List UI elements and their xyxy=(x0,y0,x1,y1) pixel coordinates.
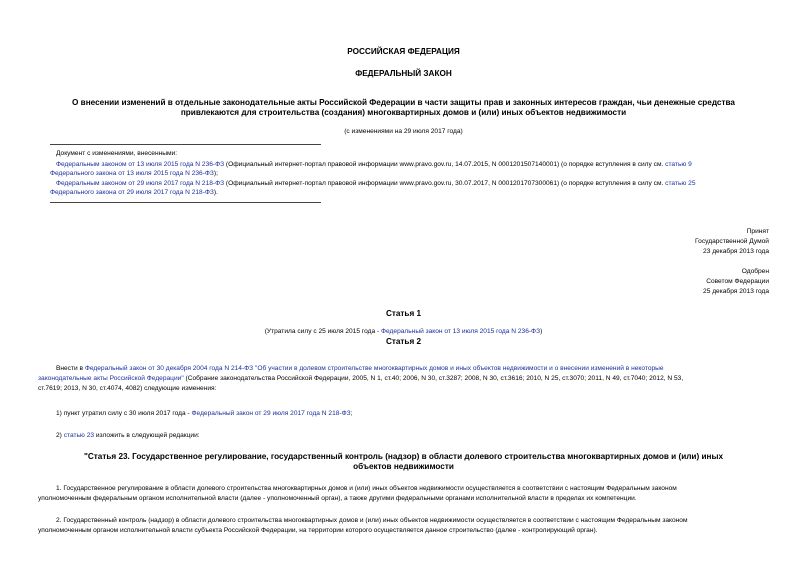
accepted-date: 23 декабря 2013 года xyxy=(703,248,769,255)
article-23-p1-line1: 1. Государственное регулирование в области долевого строительства многоквартирных домов и (или) иных объектов недвижимости осуществляется в соответствии с настоящим Федеральным законом xyxy=(56,485,677,492)
article-1-note xyxy=(0,327,807,337)
article-2-intro-line3: ст.7619; 2013, N 30, ст.4074, 4082) следующие изменения: xyxy=(38,385,217,392)
revision-note: (с изменениями на 29 июля 2017 года) xyxy=(344,128,463,135)
change-item-1-cont xyxy=(50,169,218,179)
article-1-note-link[interactable]: Федеральный закон от 13 июля 2015 года N 236-ФЗ xyxy=(381,328,541,335)
article-2-intro-line1 xyxy=(56,364,768,374)
law-title-line1: О внесении изменений в отдельные законодательные акты Российской Федерации в части защиты прав и законных интересов граждан, чьи денежные средства xyxy=(72,98,735,107)
law-214-link-cont[interactable]: законодательные акты Российской Федерации" xyxy=(38,375,184,382)
approved-label: Одобрен xyxy=(741,268,769,275)
item-1-law-link[interactable]: Федеральный закон от 29 июля 2017 года N 218-ФЗ xyxy=(191,410,351,417)
country-heading: РОССИЙСКАЯ ФЕДЕРАЦИЯ xyxy=(347,47,460,56)
change-2-law-link[interactable]: Федеральным законом от 29 июля 2017 года N 218-ФЗ xyxy=(56,180,225,187)
change-item-2-cont xyxy=(50,188,218,198)
doc-type-heading: ФЕДЕРАЛЬНЫЙ ЗАКОН xyxy=(355,69,452,78)
article-1-heading: Статья 1 xyxy=(385,309,422,318)
changes-heading: Документ с изменениями, внесенными: xyxy=(56,150,178,157)
change-1-article-link[interactable]: статью 9 xyxy=(665,161,692,168)
article-23-heading-line2: объектов недвижимости xyxy=(353,462,454,471)
article-2-heading: Статья 2 xyxy=(385,337,422,346)
law-title-line2: привлекаются для строительства (создания) многоквартирных домов и (или) иных объектов недвижимости xyxy=(180,108,627,117)
change-1-text: (Официальный интернет-портал правовой информации www.pravo.gov.ru, 14.07.2015, N 0001201507140001) (о порядке вступления в силу см. xyxy=(224,161,666,168)
law-214-link[interactable]: Федеральный закон от 30 декабря 2004 года N 214-ФЗ "Об участии в долевом строительстве многоквартирных домов и иных объектов недвижимости и о внесении изменений в некоторые xyxy=(84,365,664,372)
article-23-p1-line2: уполномоченным федеральным органом исполнительной власти (далее - уполномоченный орган), а также другими федеральными органами исполнительной власти в пределах их компетенции. xyxy=(38,495,637,502)
article-2-intro-sources: (Собрание законодательства Российской Федерации, 2005, N 1, ст.40; 2006, N 30, ст.3287; 2008, N 30, ст.3616; 2010, N 25, ст.3070; 2011, N 49, ст.7040; 2012, N 53, xyxy=(183,375,684,382)
change-2-tail: ). xyxy=(213,189,218,196)
article-23-heading-line1: "Статья 23. Государственное регулирование, государственный контроль (надзор) в области долевого строительства многоквартирных домов и (или) иных xyxy=(84,452,723,461)
changes-top-rule xyxy=(50,144,321,145)
item-2-prefix: 2) xyxy=(56,432,64,439)
article-23-p2-line2: уполномоченным органом исполнительной власти субъекта Российской Федерации, на территории которого осуществляется данное строительство (далее - контролирующий орган). xyxy=(38,527,598,534)
article-2-intro-prefix: Внести в xyxy=(56,365,85,372)
article-1-note-suffix: ) xyxy=(540,328,543,335)
change-2-text: (Официальный интернет-портал правовой информации www.pravo.gov.ru, 30.07.2017, N 0001201707300061) (о порядке вступления в силу см. xyxy=(224,180,666,187)
accepted-body: Государственной Думой xyxy=(695,238,769,245)
changes-bottom-rule xyxy=(50,202,321,203)
item-2-suffix: изложить в следующей редакции: xyxy=(94,432,200,439)
change-2-article-law-link[interactable]: Федерального закона от 29 июля 2017 года N 218-ФЗ xyxy=(50,189,214,196)
accepted-label: Принят xyxy=(746,228,769,235)
article-23-p2-line1: 2. Государственный контроль (надзор) в области долевого строительства многоквартирных домов и (или) иных объектов недвижимости осуществляется в соответствии с настоящим Федеральным законом xyxy=(56,517,688,524)
change-1-tail: ); xyxy=(213,170,218,177)
article-2-intro-line2 xyxy=(38,374,768,384)
change-2-article-link[interactable]: статью 25 xyxy=(665,180,696,187)
approved-body: Советом Федерации xyxy=(706,278,769,285)
change-1-article-law-link[interactable]: Федерального закона от 13 июля 2015 года N 236-ФЗ xyxy=(50,170,214,177)
approved-date: 25 декабря 2013 года xyxy=(703,288,769,295)
change-1-law-link[interactable]: Федеральным законом от 13 июля 2015 года N 236-ФЗ xyxy=(56,161,225,168)
item-1-prefix: 1) пункт утратил силу с 30 июля 2017 года - xyxy=(56,410,192,417)
article-1-note-prefix: (Утратила силу с 25 июля 2015 года - xyxy=(264,328,382,335)
article-2-item-1 xyxy=(56,409,352,419)
item-1-suffix: ; xyxy=(350,410,353,417)
article-2-item-2 xyxy=(56,431,200,441)
item-2-article-link[interactable]: статью 23 xyxy=(63,432,95,439)
